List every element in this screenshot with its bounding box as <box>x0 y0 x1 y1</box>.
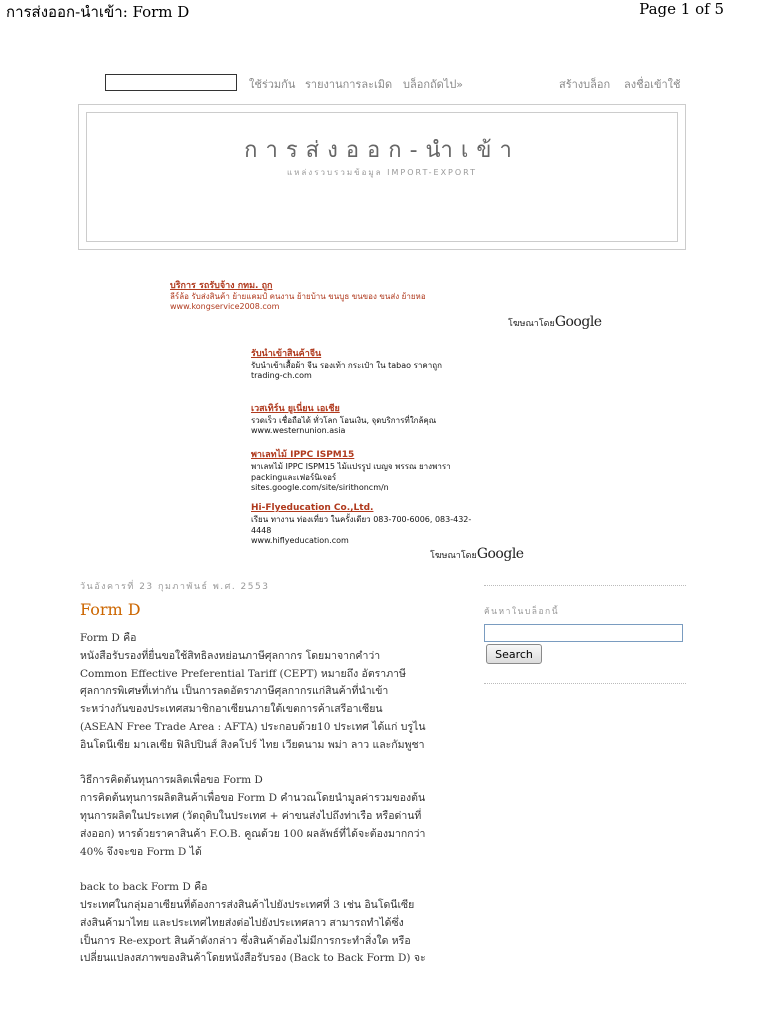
post-body-line: วิธีการคิดต้นทุนการผลิตเพื่อขอ Form D <box>80 774 263 787</box>
ad-text: 4448 <box>251 526 272 535</box>
navbar-next-blog-link[interactable]: บล็อกถัดไป» <box>403 78 464 91</box>
sidebar-divider <box>484 585 686 586</box>
ad-text: พาเลทไม้ IPPC ISPM15 ไม้แปรรูป เบญจ พรรณ ยางพารา <box>251 462 451 471</box>
sidebar-search-heading: ค้นหาในบล็อกนี้ <box>484 607 559 617</box>
ads-by-label: โฆษณาโดย <box>430 551 477 561</box>
post-body-line: Common Effective Preferential Tariff (CEPT) หมายถึง อัตราภาษี <box>80 667 406 680</box>
ad-title[interactable]: เวสเทิร์น ยูเนี่ยน เอเชีย <box>251 404 340 414</box>
post-body-line: เปลี่ยนแปลงสภาพของสินค้าโดยหนังสือรับรอง (Back to Back Form D) จะ <box>80 952 426 965</box>
print-page-number: Page 1 of 5 <box>639 0 724 18</box>
post-body-line: (ASEAN Free Trade Area : AFTA) ประกอบด้วย10 ประเทศ ได้แก่ บรูไน <box>80 721 426 733</box>
navbar-sign-in-link[interactable]: ลงชื่อเข้าใช้ <box>624 78 681 91</box>
post-body-line: ศุลกากรพิเศษที่เท่ากัน เป็นการลดอัตราภาษีศุลกากรแก่สินค้าที่นำเข้า <box>80 685 389 698</box>
sidebar-divider <box>484 683 686 684</box>
navbar-share-link[interactable]: ใช้ร่วมกัน <box>249 78 296 91</box>
navbar-search-box[interactable] <box>105 74 237 91</box>
ads-by-google-top[interactable] <box>508 314 602 330</box>
post-body-line: ประเทศในกลุ่มอาเซียนที่ต้องการส่งสินค้าไปยังประเทศที่ 3 เช่น อินโดนีเซีย <box>80 899 415 911</box>
post-body-line: ส่งสินค้ามาไทย และประเทศไทยส่งต่อไปยังประเทศลาว สามารถทำได้ซึ่ง <box>80 916 404 929</box>
blog-title[interactable]: การส่งออก-นำเข้า <box>244 138 520 163</box>
ad-title[interactable]: รับนำเข้าสินค้าจีน <box>251 349 322 359</box>
post-body-line: ทุนการผลิตในประเทศ (วัตถุดิบในประเทศ + ค่าขนส่งไปถึงท่าเรือ หรือด่านที่ <box>80 810 422 822</box>
blog-search-input[interactable] <box>484 624 683 642</box>
post-body-line: การคิดต้นทุนการผลิตสินค้าเพื่อขอ Form D คำนวณโดยนำมูลค่ารวมของต้น <box>80 792 426 805</box>
blog-description: แหล่งรวบรวมข้อมูล IMPORT-EXPORT <box>286 168 478 177</box>
ad-url[interactable]: www.hiflyeducation.com <box>251 536 349 545</box>
ad-top-url[interactable]: www.kongservice2008.com <box>170 302 280 311</box>
ad-text: รวดเร็ว เชื่อถือได้ ทั่วโลก โอนเงิน, จุดบริการที่ใกล้คุณ <box>251 416 437 425</box>
ad-url[interactable]: www.westernunion.asia <box>251 426 346 435</box>
ad-item[interactable] <box>251 396 521 435</box>
ad-title[interactable]: Hi-Flyeducation Co.,Ltd. <box>251 503 374 513</box>
post-body-line: ส่งออก) หารด้วยราคาสินค้า F.O.B. คูณด้วย 100 ผลลัพธ์ที่ได้จะต้องมากกว่า <box>80 827 426 840</box>
post-body-line: เป็นการ Re-export สินค้าดังกล่าว ซึ่งสินค้าต้องไม่มีการกระทำสิ่งใด หรือ <box>80 934 411 947</box>
navbar-create-blog-link[interactable]: สร้างบล็อก <box>559 78 611 91</box>
post-body-line: หนังสือรับรองที่ยื่นขอใช้สิทธิลงหย่อนภาษีศุลกากร โดยมาจากคำว่า <box>80 649 381 662</box>
post-body-line: ระหว่างกันของประเทศสมาชิกอาเซียนภายใต้เขตการค้าเสรีอาเซียน <box>80 703 383 716</box>
post-title[interactable]: Form D <box>80 600 141 619</box>
ad-url[interactable]: sites.google.com/site/sirithoncm/n <box>251 483 389 492</box>
post-body-line: 40% จึงจะขอ Form D ได้ <box>80 845 202 858</box>
ad-item[interactable] <box>251 495 521 545</box>
post-body-line: Form D คือ <box>80 632 137 644</box>
post-body-line: back to back Form D คือ <box>80 881 208 894</box>
print-page-title: การส่งออก-นำเข้า: Form D <box>6 3 190 21</box>
ad-top-title[interactable]: บริการ รถรับจ้าง กทม. ถูก <box>170 281 273 291</box>
ad-item[interactable] <box>251 442 521 492</box>
google-logo-text: Google <box>476 546 524 562</box>
ad-top-text: ลีร์ล้อ รับส่งสินค้า ย้ายแคมป์ คนงาน ย้ายบ้าน ขนบูธ ขนของ ขนส่ง ย้ายหอ <box>170 292 426 301</box>
google-logo-text: Google <box>554 314 602 330</box>
ad-item[interactable] <box>251 341 521 380</box>
ads-by-label: โฆษณาโดย <box>508 319 555 329</box>
post-body-line: อินโดนีเซีย มาเลเซีย ฟิลิปปินส์ สิงคโปร์ ไทย เวียดนาม พม่า ลาว และกัมพูชา <box>80 738 425 751</box>
ads-by-google-bottom[interactable] <box>430 546 524 562</box>
search-button[interactable]: Search <box>486 644 542 664</box>
ad-text: packingและเฟอร์นิเจอร์ <box>251 473 337 482</box>
ad-url[interactable]: trading-ch.com <box>251 371 312 380</box>
post-date-header: วันอังคารที่ 23 กุมภาพันธ์ พ.ศ. 2553 <box>80 582 270 592</box>
ad-title[interactable]: พาเลทไม้ IPPC ISPM15 <box>251 450 355 460</box>
ad-text: เรียน ทางาน ท่องเที่ยว ในครั้งเดียว 083-700-6006, 083-432- <box>251 515 472 524</box>
ad-text: รับนำเข้าเสื้อผ้า จีน รองเท้า กระเป๋า ใน tabao ราคาถูก <box>251 361 442 370</box>
navbar-report-abuse-link[interactable]: รายงานการละเมิด <box>305 78 393 91</box>
